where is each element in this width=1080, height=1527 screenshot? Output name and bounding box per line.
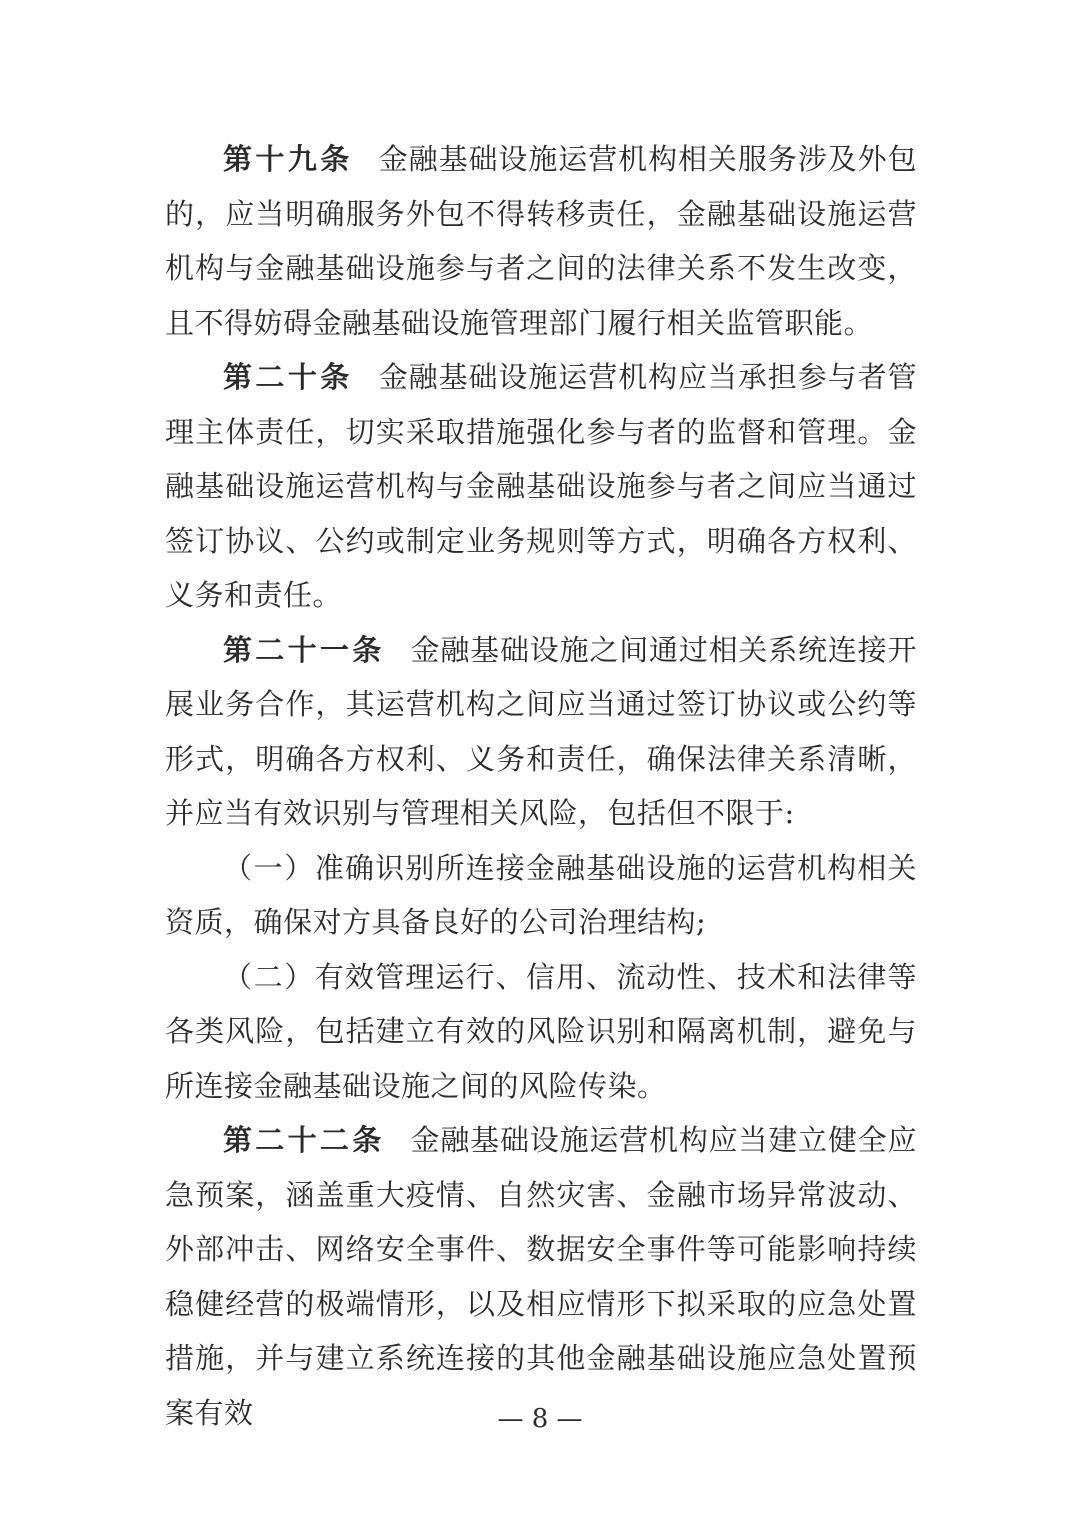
article-heading: 第二十条 bbox=[223, 360, 353, 394]
document-body bbox=[165, 132, 917, 1440]
article-22-paragraph bbox=[165, 1113, 917, 1440]
article-20-paragraph bbox=[165, 350, 917, 623]
article-heading: 第十九条 bbox=[223, 142, 353, 176]
article-heading: 第二十二条 bbox=[223, 1123, 385, 1157]
list-item-number: （一） bbox=[223, 850, 315, 885]
list-item-number: （二） bbox=[223, 959, 315, 994]
article-text: 金融基础设施之间通过相关系统连接开展业务合作，其运营机构之间应当通过签订协议或公约等形式，明确各方权利、义务和责任，确保法律关系清晰，并应当有效识别与管理相关风险，包括但不限于: bbox=[165, 632, 917, 830]
article-19-paragraph bbox=[165, 132, 917, 350]
article-text: 金融基础设施运营机构应当建立健全应急预案，涵盖重大疫情、自然灾害、金融市场异常波动、外部冲击、网络安全事件、数据安全事件等可能影响持续稳健经营的极端情形，以及相应情形下拟采取的应急处置措施，并与建立系统连接的其他金融基础设施应急处置预案有效 bbox=[165, 1123, 917, 1430]
article-text: 金融基础设施运营机构相关服务涉及外包的，应当明确服务外包不得转移责任，金融基础设施运营机构与金融基础设施参与者之间的法律关系不发生改变，且不得妨碍金融基础设施管理部门履行相关监管职能。 bbox=[165, 142, 917, 340]
list-item-2 bbox=[165, 950, 917, 1114]
article-21-paragraph bbox=[165, 623, 917, 841]
page-number: — 8 — bbox=[497, 1404, 583, 1434]
article-text: 金融基础设施运营机构应当承担参与者管理主体责任，切实采取措施强化参与者的监督和管理。金融基础设施运营机构与金融基础设施参与者之间应当通过签订协议、公约或制定业务规则等方式，明确各方权利、义务和责任。 bbox=[165, 360, 917, 612]
article-heading: 第二十一条 bbox=[223, 632, 385, 667]
list-item-1 bbox=[165, 841, 917, 950]
list-item-text: 有效管理运行、信用、流动性、技术和法律等各类风险，包括建立有效的风险识别和隔离机制，避免与所连接金融基础设施之间的风险传染。 bbox=[165, 959, 917, 1103]
list-item-text: 准确识别所连接金融基础设施的运营机构相关资质，确保对方具备良好的公司治理结构; bbox=[165, 850, 917, 939]
